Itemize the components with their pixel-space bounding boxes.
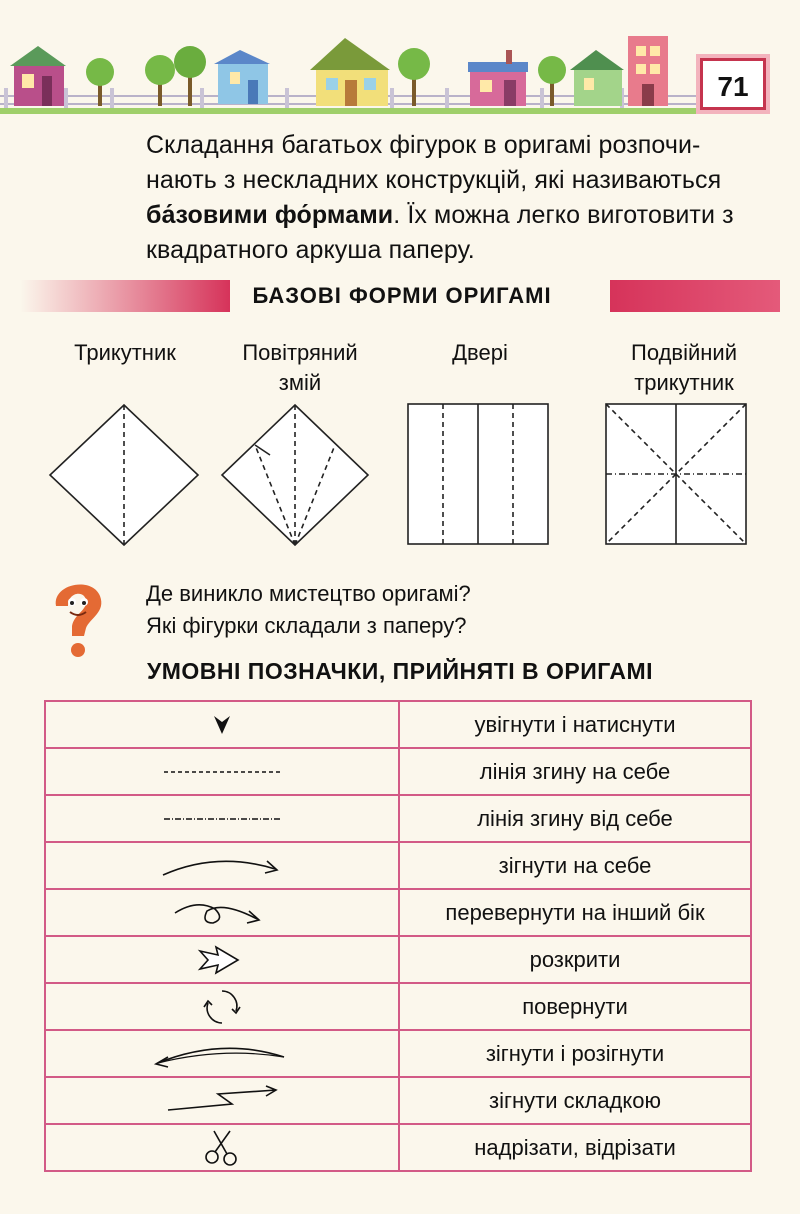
- kite-diagram: [222, 405, 368, 545]
- shape-label-triangle: Трикутник: [74, 340, 176, 365]
- table-row: [45, 1124, 751, 1171]
- circular-arrows-icon: [200, 987, 244, 1027]
- shape-label-kite: Повітряний змій: [242, 340, 358, 395]
- dash-dot-line-icon: [162, 809, 282, 829]
- symbol-cell: [45, 701, 399, 748]
- triangle-diagram: [50, 405, 198, 545]
- door-diagram: [408, 404, 548, 544]
- meaning-cell: розкрити: [399, 936, 751, 983]
- double-triangle-diagram: [606, 404, 746, 544]
- loop-arrow-icon: [167, 895, 277, 931]
- symbol-cell: [45, 1124, 399, 1171]
- hollow-arrow-icon: [192, 943, 252, 977]
- bold-term: ба́зовими фо́рмами: [146, 201, 394, 229]
- zigzag-arrow-icon: [162, 1084, 282, 1118]
- table-row: [45, 748, 751, 795]
- question-2: Які фігурки складали з паперу?: [146, 613, 467, 638]
- table-row: [45, 1077, 751, 1124]
- double-arrow-arc-icon: [152, 1037, 292, 1071]
- meaning-cell: зігнути складкою: [399, 1077, 751, 1124]
- symbol-cell: [45, 1077, 399, 1124]
- curved-arrow-icon: [157, 849, 287, 883]
- meaning-cell: перевернути на інший бік: [399, 889, 751, 936]
- base-forms-diagrams: [0, 390, 800, 560]
- scissors-icon: [200, 1127, 244, 1169]
- table-title: УМОВНІ ПОЗНАЧКИ, ПРИЙНЯТІ В ОРИГАМІ: [146, 658, 654, 684]
- symbol-cell: [45, 795, 399, 842]
- meaning-cell: увігнути і натиснути: [399, 701, 751, 748]
- question-mark-icon: [42, 576, 122, 660]
- questions-block: [146, 578, 471, 642]
- symbol-cell: [45, 889, 399, 936]
- symbol-cell: [45, 748, 399, 795]
- meaning-cell: лінія згину на себе: [399, 748, 751, 795]
- table-row: [45, 889, 751, 936]
- meaning-cell: зігнути на себе: [399, 842, 751, 889]
- table-row: [45, 842, 751, 889]
- intro-paragraph: Складання багатьох фігурок в оригамі розпочи-нають з нескладних конструкцій, які називаються ба́зовими фо́рмами. Їх можна легко виготовити з квадратного аркуша паперу.: [146, 131, 734, 264]
- table-row: [45, 701, 751, 748]
- dashed-line-icon: [162, 762, 282, 782]
- question-1: Де виникло мистецтво оригамі?: [146, 581, 471, 606]
- meaning-cell: надрізати, відрізати: [399, 1124, 751, 1171]
- meaning-cell: лінія згину від себе: [399, 795, 751, 842]
- section-title: БАЗОВІ ФОРМИ ОРИГАМІ: [252, 283, 552, 308]
- page-number: 71: [700, 58, 766, 110]
- meaning-cell: повернути: [399, 983, 751, 1030]
- table-row: [45, 795, 751, 842]
- table-row: [45, 936, 751, 983]
- table-row: [45, 1030, 751, 1077]
- shape-label-double-triangle: Подвійний трикутник: [631, 340, 737, 395]
- shape-label-door: Двері: [452, 340, 508, 365]
- symbols-table: [44, 700, 752, 1172]
- symbol-cell: [45, 936, 399, 983]
- houses-banner: [0, 0, 800, 120]
- press-arrow-icon: [202, 710, 242, 740]
- table-row: [45, 983, 751, 1030]
- symbol-cell: [45, 1030, 399, 1077]
- symbol-cell: [45, 983, 399, 1030]
- meaning-cell: зігнути і розігнути: [399, 1030, 751, 1077]
- symbol-cell: [45, 842, 399, 889]
